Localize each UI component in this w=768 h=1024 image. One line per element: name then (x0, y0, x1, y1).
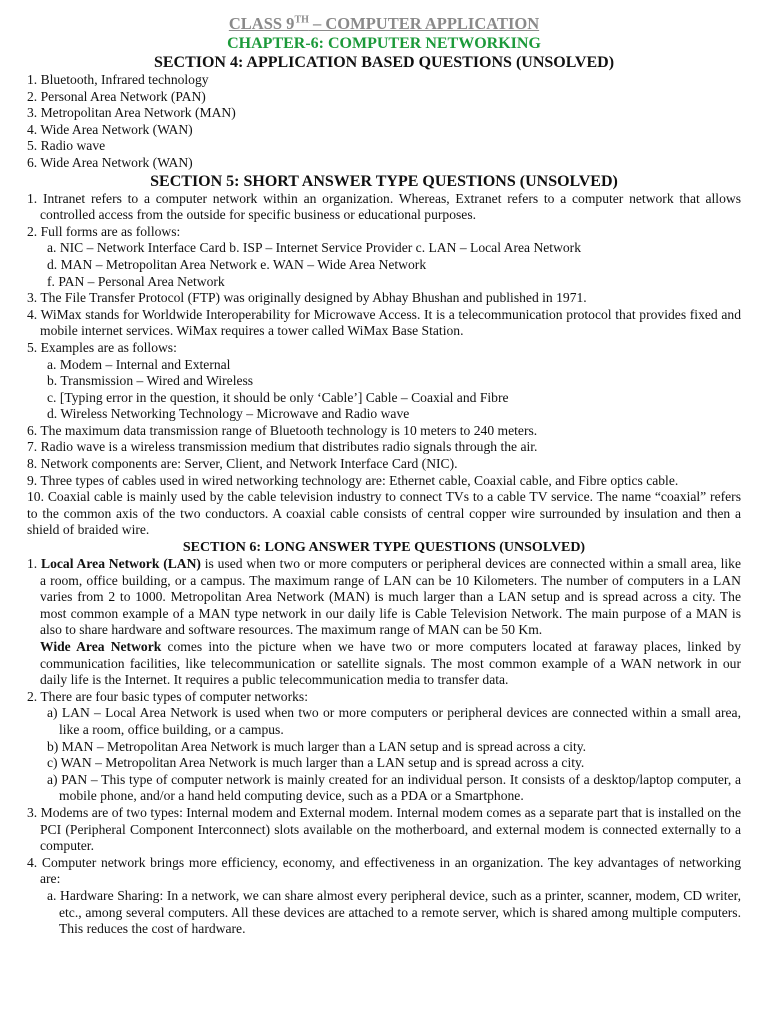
section4-item: 4. Wide Area Network (WAN) (27, 121, 193, 137)
section6-answer-2-line: b) MAN – Metropolitan Area Network is much larger than a LAN setup and is spread across a city. (47, 738, 587, 754)
section6-answer-2-line: c) WAN – Metropolitan Area Network is much larger than a LAN setup and is spread across a city. (47, 755, 585, 771)
section5-answer-2-line: f. PAN – Personal Area Network (47, 273, 225, 289)
section5-title: SECTION 5: SHORT ANSWER TYPE QUESTIONS (UNSOLVED) (150, 172, 618, 190)
section6-answer-3: 3. Modems are of two types: Internal modem and External modem. Internal modem comes as a separate part that is installed on the PCI (Peripheral Component Interconnect) slots available on the motherboard, and external modem is connected externally to a computer. (27, 804, 741, 854)
section4-item: 1. Bluetooth, Infrared technology (27, 72, 209, 87)
section6-title: SECTION 6: LONG ANSWER TYPE QUESTIONS (UNSOLVED) (182, 540, 586, 556)
section6-answer-2-line: a) LAN – Local Area Network is used when two or more computers or peripheral devices are connected within a small area, like a room, office building, or a campus. (47, 705, 741, 737)
section4-item: 5. Radio wave (27, 138, 106, 154)
section5-answer-5-line: b. Transmission – Wired and Wireless (47, 373, 254, 389)
section5-answer-5-line: a. Modem – Internal and External (47, 356, 231, 372)
section5-answer-7: 7. Radio wave is a wireless transmission medium that distributes radio signals through the air. (27, 439, 538, 455)
section4-item: 2. Personal Area Network (PAN) (27, 88, 206, 104)
section6-answer-1: 1. Local Area Network (LAN) is used when two or more computers or peripheral devices are connected within a small area, like a room, office building, or a campus. The maximum range of LAN can be 10 Kilometers. The number of computers in a LAN varies from 2 to 1000. Metropolitan Area Network (MAN) is much larger than a LAN setup and is spread across a city. The most common example of a MAN type network in our daily life is Cable Television Network. The main purpose of a MAN is also to share hardware and software resources. The maximum range of MAN can be 50 Km. (27, 556, 741, 638)
section4-item: 6. Wide Area Network (WAN) (27, 154, 193, 170)
section5-answer-2: 2. Full forms are as follows: (27, 223, 181, 239)
section6-answer-4-line: a. Hardware Sharing: In a network, we can share almost every peripheral device, such as a printer, scanner, modem, CD writer, etc., among several computers. All these devices are attached to a remote server, which is shared among multiple computers. This reduces the cost of hardware. (47, 887, 741, 937)
section5-answer-5: 5. Examples are as follows: (27, 339, 177, 355)
section5-answer-1: 1. Intranet refers to a computer network within an organization. Whereas, Extranet refers to a computer network that allows controlled access from the outside for specific business or educational purposes. (27, 190, 741, 223)
section5-answer-2-line: d. MAN – Metropolitan Area Network e. WAN – Wide Area Network (47, 256, 427, 272)
section5-answer-5-line: d. Wireless Networking Technology – Microwave and Radio wave (47, 406, 410, 422)
class-heading: CLASS 9TH – COMPUTER APPLICATION (228, 14, 540, 33)
section5-answer-4: 4. WiMax stands for Worldwide Interoperability for Microwave Access. It is a telecommunication protocol that provides fixed and mobile internet services. WiMax requires a tower called WiMax Base Station. (27, 306, 741, 339)
section5-answer-10: 10. Coaxial cable is mainly used by the cable television industry to connect TVs to a cable TV service. The name “coaxial” refers to the common axis of the two conductors. A coaxial cable consists of central copper wire surrounded by insulation and then a shield of braided wire. (27, 489, 741, 538)
section5-answer-3: 3. The File Transfer Protocol (FTP) was originally designed by Abhay Bhushan and published in 1971. (27, 290, 587, 306)
chapter-heading: CHAPTER-6: COMPUTER NETWORKING (227, 35, 541, 52)
section4-item: 3. Metropolitan Area Network (MAN) (27, 105, 236, 121)
section6-answer-2-line: a) PAN – This type of computer network is mainly created for an individual person. It consists of a desktop/laptop computer, a mobile phone, and/or a hand held computing device, such as a PDA or a Smartphone. (47, 771, 741, 804)
lan-term: Local Area Network (LAN) (41, 556, 201, 572)
section5-answer-9: 9. Three types of cables used in wired networking technology are: Ethernet cable, Coaxial cable, and Fibre optics cable. (27, 472, 679, 488)
wan-term: Wide Area Network (40, 639, 162, 654)
section5-answer-2-line: a. NIC – Network Interface Card b. ISP – Internet Service Provider c. LAN – Local Area Network (47, 240, 582, 256)
section6-answer-1-wan: Wide Area Network comes into the picture when we have two or more computers located at faraway places, linked by communication facilities, like telecommunication or satellite signals. The most common example of a WAN network in our daily life is the Internet. It requires a public telecommunication media to transfer data. (40, 639, 742, 688)
section5-answer-6: 6. The maximum data transmission range of Bluetooth technology is 10 meters to 240 meters. (27, 422, 538, 438)
section4-title: SECTION 4: APPLICATION BASED QUESTIONS (UNSOLVED) (153, 54, 615, 71)
section6-answer-4: 4. Computer network brings more efficiency, economy, and effectiveness in an organization. The key advantages of networking are: (27, 854, 741, 887)
section5-answer-8: 8. Network components are: Server, Client, and Network Interface Card (NIC). (27, 456, 458, 472)
section6-answer-2: 2. There are four basic types of computer networks: (27, 688, 308, 704)
section5-answer-5-line: c. [Typing error in the question, it should be only ‘Cable’] Cable – Coaxial and Fibre (47, 389, 509, 405)
